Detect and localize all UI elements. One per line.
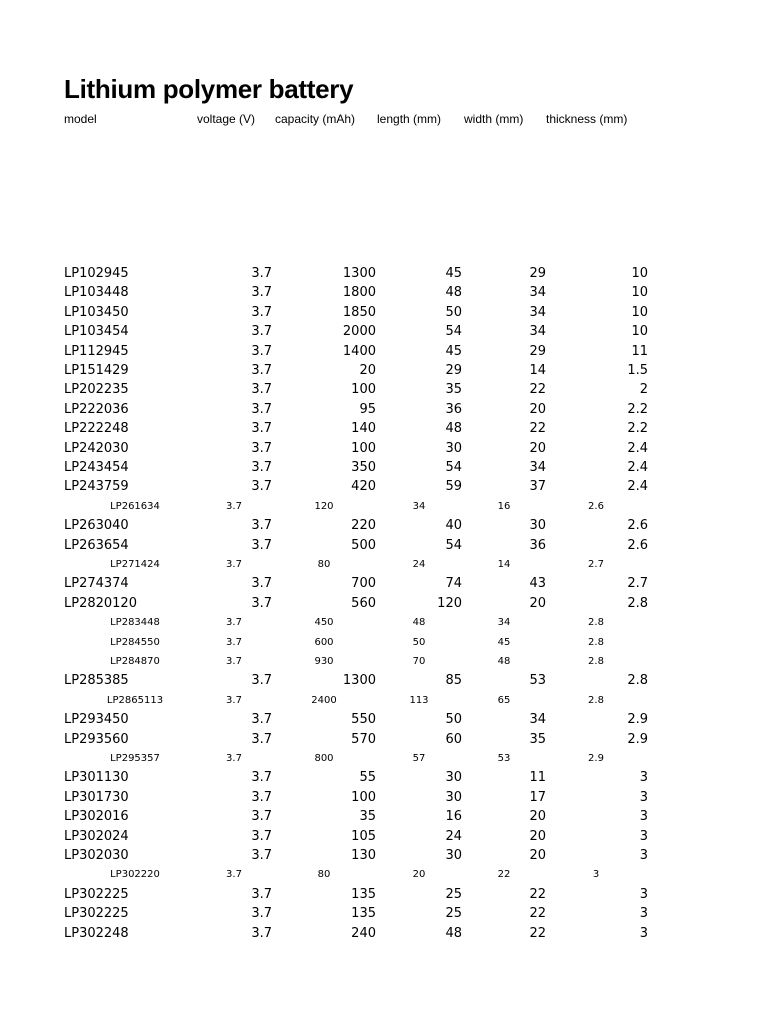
cell-width: 53 (497, 753, 511, 764)
cell-model: LP151429 (64, 363, 129, 378)
cell-model: LP263654 (64, 537, 129, 553)
cell-voltage: 3.7 (226, 753, 242, 764)
cell-capacity: 80 (317, 559, 331, 570)
cell-model: LP103454 (64, 324, 129, 340)
table-row (0, 536, 768, 555)
cell-length: 48 (412, 617, 426, 629)
cell-model: LP2820120 (64, 595, 137, 611)
cell-voltage: 3.7 (226, 500, 242, 512)
cell-voltage: 3.7 (251, 285, 272, 301)
cell-model: LP302225 (64, 886, 129, 902)
cell-capacity: 240 (351, 925, 376, 941)
cell-model: LP301130 (64, 770, 129, 786)
cell-length: 74 (445, 576, 462, 592)
cell-capacity: 80 (317, 869, 331, 881)
cell-capacity: 420 (351, 479, 376, 495)
cell-capacity: 1850 (342, 304, 376, 320)
cell-thickness: 1.5 (627, 363, 648, 378)
cell-capacity: 450 (314, 617, 334, 629)
cell-width: 14 (529, 363, 546, 378)
cell-voltage: 3.7 (251, 809, 272, 825)
cell-model: LP242030 (64, 440, 129, 456)
table-header (0, 112, 768, 128)
cell-length: 24 (445, 828, 462, 844)
header-model: model (64, 112, 97, 126)
cell-thickness: 2.8 (588, 617, 604, 629)
cell-model: LP222248 (64, 421, 129, 437)
cell-model: LP261634 (110, 500, 160, 512)
cell-width: 43 (529, 576, 546, 592)
cell-length: 54 (445, 324, 462, 340)
cell-length: 70 (412, 656, 426, 667)
header-width: width (mm) (464, 112, 524, 126)
cell-voltage: 3.7 (251, 537, 272, 553)
cell-length: 50 (445, 304, 462, 320)
cell-thickness: 2.7 (588, 559, 604, 570)
cell-capacity: 700 (351, 576, 376, 592)
cell-model: LP271424 (110, 559, 160, 570)
cell-width: 20 (529, 828, 546, 844)
cell-model: LP302220 (110, 869, 160, 881)
table-row (0, 555, 768, 574)
cell-capacity: 20 (359, 363, 376, 378)
cell-voltage: 3.7 (251, 925, 272, 941)
table-row (0, 419, 768, 438)
cell-capacity: 600 (314, 636, 334, 648)
cell-length: 45 (445, 343, 462, 359)
table-row (0, 361, 768, 380)
cell-capacity: 2000 (342, 324, 376, 340)
cell-length: 36 (445, 401, 462, 417)
cell-thickness: 10 (631, 324, 648, 340)
cell-capacity: 800 (314, 753, 334, 764)
cell-voltage: 3.7 (251, 440, 272, 456)
cell-length: 48 (445, 421, 462, 437)
cell-thickness: 3 (639, 886, 648, 902)
cell-voltage: 3.7 (251, 421, 272, 437)
cell-thickness: 2.8 (588, 636, 604, 648)
cell-voltage: 3.7 (251, 266, 272, 281)
cell-thickness: 2.8 (627, 673, 648, 689)
cell-thickness: 2.9 (588, 753, 604, 764)
cell-width: 20 (529, 440, 546, 456)
cell-length: 45 (445, 266, 462, 281)
table-row (0, 768, 768, 787)
table-row (0, 264, 768, 283)
cell-model: LP302024 (64, 828, 129, 844)
table-row (0, 865, 768, 884)
cell-thickness: 2.4 (627, 479, 648, 495)
table-row (0, 652, 768, 671)
cell-voltage: 3.7 (226, 559, 242, 570)
cell-capacity: 35 (359, 809, 376, 825)
cell-length: 24 (412, 559, 426, 570)
table-row (0, 458, 768, 477)
cell-model: LP293560 (64, 731, 129, 747)
table-row (0, 497, 768, 516)
cell-voltage: 3.7 (251, 770, 272, 786)
cell-thickness: 2.6 (627, 537, 648, 553)
cell-model: LP2865113 (106, 694, 164, 706)
header-length: length (mm) (377, 112, 442, 126)
cell-length: 30 (445, 440, 462, 456)
cell-width: 35 (529, 731, 546, 747)
cell-length: 120 (437, 595, 462, 611)
cell-model: LP285385 (64, 673, 129, 689)
cell-thickness: 3 (639, 828, 648, 844)
cell-voltage: 3.7 (251, 673, 272, 689)
cell-model: LP202235 (64, 382, 129, 398)
cell-length: 20 (412, 869, 426, 881)
cell-thickness: 2.9 (627, 731, 648, 747)
cell-capacity: 2400 (311, 694, 337, 706)
cell-capacity: 570 (351, 731, 376, 747)
cell-model: LP284870 (110, 656, 160, 667)
cell-capacity: 1300 (342, 673, 376, 689)
table-row (0, 924, 768, 943)
cell-thickness: 10 (631, 304, 648, 320)
cell-width: 22 (529, 886, 546, 902)
cell-voltage: 3.7 (251, 343, 272, 359)
cell-model: LP302030 (64, 848, 129, 863)
cell-width: 22 (529, 421, 546, 437)
cell-width: 29 (529, 266, 546, 281)
cell-thickness: 2.9 (627, 712, 648, 728)
cell-thickness: 3 (639, 789, 648, 805)
cell-width: 34 (529, 460, 546, 475)
cell-model: LP243759 (64, 479, 129, 495)
cell-length: 48 (445, 285, 462, 301)
cell-width: 45 (497, 636, 511, 648)
cell-length: 54 (445, 537, 462, 553)
table-row (0, 439, 768, 458)
table-row (0, 400, 768, 419)
cell-length: 40 (445, 518, 462, 534)
cell-width: 20 (529, 401, 546, 417)
cell-capacity: 350 (351, 460, 376, 475)
cell-width: 34 (529, 304, 546, 320)
cell-voltage: 3.7 (251, 324, 272, 340)
cell-width: 36 (529, 537, 546, 553)
cell-width: 65 (497, 694, 511, 706)
cell-capacity: 135 (351, 886, 376, 902)
cell-length: 16 (445, 809, 462, 825)
table-row (0, 613, 768, 632)
cell-thickness: 3 (639, 906, 648, 922)
cell-thickness: 3 (639, 809, 648, 825)
cell-model: LP295357 (110, 753, 160, 764)
cell-thickness: 2.8 (627, 595, 648, 611)
cell-thickness: 3 (639, 848, 648, 863)
table-row (0, 904, 768, 923)
cell-thickness: 2.6 (627, 518, 648, 534)
cell-width: 53 (529, 673, 546, 689)
cell-capacity: 220 (351, 518, 376, 534)
cell-width: 22 (529, 906, 546, 922)
cell-capacity: 100 (351, 440, 376, 456)
cell-voltage: 3.7 (251, 848, 272, 863)
cell-voltage: 3.7 (251, 576, 272, 592)
cell-width: 20 (529, 809, 546, 825)
table-row (0, 846, 768, 865)
cell-capacity: 135 (351, 906, 376, 922)
cell-capacity: 550 (351, 712, 376, 728)
cell-thickness: 2.8 (588, 656, 604, 667)
cell-thickness: 10 (631, 285, 648, 301)
header-capacity: capacity (mAh) (275, 112, 356, 126)
cell-voltage: 3.7 (251, 382, 272, 398)
table-row (0, 788, 768, 807)
cell-capacity: 100 (351, 382, 376, 398)
table-row (0, 633, 768, 652)
cell-length: 34 (412, 500, 426, 512)
cell-voltage: 3.7 (251, 595, 272, 611)
cell-capacity: 1400 (342, 343, 376, 359)
cell-voltage: 3.7 (226, 617, 242, 629)
table-row (0, 691, 768, 710)
cell-capacity: 930 (314, 656, 334, 667)
cell-length: 30 (445, 789, 462, 805)
cell-thickness: 2.7 (627, 576, 648, 592)
table-row (0, 477, 768, 496)
cell-thickness: 3 (639, 925, 648, 941)
cell-length: 25 (445, 886, 462, 902)
cell-model: LP112945 (64, 343, 129, 359)
cell-thickness: 2.6 (588, 500, 604, 512)
cell-thickness: 11 (631, 343, 648, 359)
cell-voltage: 3.7 (251, 886, 272, 902)
cell-model: LP302225 (64, 906, 129, 922)
cell-length: 57 (412, 753, 426, 764)
cell-width: 22 (497, 869, 511, 881)
cell-length: 50 (412, 636, 426, 648)
cell-model: LP302016 (64, 809, 129, 825)
cell-length: 54 (445, 460, 462, 475)
cell-thickness: 2.8 (588, 694, 604, 706)
table-row (0, 322, 768, 341)
cell-voltage: 3.7 (251, 460, 272, 475)
cell-width: 16 (497, 500, 511, 512)
cell-capacity: 130 (351, 848, 376, 863)
cell-width: 11 (529, 770, 546, 786)
cell-thickness: 3 (639, 770, 648, 786)
cell-voltage: 3.7 (251, 712, 272, 728)
cell-width: 20 (529, 848, 546, 863)
cell-width: 34 (529, 285, 546, 301)
cell-voltage: 3.7 (251, 363, 272, 378)
cell-width: 22 (529, 382, 546, 398)
cell-capacity: 95 (359, 401, 376, 417)
header-voltage: voltage (V) (197, 112, 256, 126)
cell-length: 48 (445, 925, 462, 941)
cell-voltage: 3.7 (251, 518, 272, 534)
cell-voltage: 3.7 (251, 401, 272, 417)
table-row (0, 885, 768, 904)
table-row (0, 342, 768, 361)
cell-length: 30 (445, 770, 462, 786)
cell-capacity: 1800 (342, 285, 376, 301)
cell-voltage: 3.7 (251, 304, 272, 320)
cell-capacity: 140 (351, 421, 376, 437)
cell-length: 35 (445, 382, 462, 398)
cell-model: LP263040 (64, 518, 129, 534)
cell-capacity: 560 (351, 595, 376, 611)
cell-thickness: 10 (631, 266, 648, 281)
cell-width: 30 (529, 518, 546, 534)
table-row (0, 574, 768, 593)
cell-voltage: 3.7 (251, 828, 272, 844)
cell-length: 30 (445, 848, 462, 863)
cell-width: 20 (529, 595, 546, 611)
cell-capacity: 1300 (342, 266, 376, 281)
cell-model: LP301730 (64, 789, 129, 805)
cell-voltage: 3.7 (251, 789, 272, 805)
cell-length: 85 (445, 673, 462, 689)
cell-width: 34 (529, 712, 546, 728)
table-row (0, 516, 768, 535)
cell-thickness: 2.4 (627, 460, 648, 475)
cell-width: 14 (497, 559, 511, 570)
cell-model: LP222036 (64, 401, 129, 417)
cell-length: 25 (445, 906, 462, 922)
cell-model: LP103450 (64, 304, 129, 320)
cell-model: LP274374 (64, 576, 129, 592)
cell-thickness: 3 (592, 869, 600, 881)
cell-voltage: 3.7 (251, 731, 272, 747)
cell-thickness: 2.4 (627, 440, 648, 456)
cell-capacity: 100 (351, 789, 376, 805)
cell-capacity: 105 (351, 828, 376, 844)
table-row (0, 380, 768, 399)
cell-model: LP302248 (64, 925, 129, 941)
cell-model: LP102945 (64, 266, 129, 281)
table-row (0, 283, 768, 302)
table-row (0, 827, 768, 846)
page-title: Lithium polymer battery (64, 74, 354, 104)
table-row (0, 807, 768, 826)
cell-model: LP243454 (64, 460, 129, 475)
cell-length: 59 (445, 479, 462, 495)
cell-width: 34 (529, 324, 546, 340)
table-row (0, 730, 768, 749)
cell-capacity: 55 (359, 770, 376, 786)
cell-model: LP283448 (110, 617, 160, 629)
cell-voltage: 3.7 (226, 656, 242, 667)
cell-model: LP284550 (110, 636, 160, 648)
cell-thickness: 2.2 (627, 401, 648, 417)
cell-length: 50 (445, 712, 462, 728)
cell-width: 48 (497, 656, 511, 667)
cell-model: LP103448 (64, 285, 129, 301)
cell-length: 60 (445, 731, 462, 747)
cell-width: 29 (529, 343, 546, 359)
table-row (0, 303, 768, 322)
table-row (0, 749, 768, 768)
cell-voltage: 3.7 (226, 869, 242, 881)
cell-width: 22 (529, 925, 546, 941)
cell-width: 37 (529, 479, 546, 495)
cell-length: 113 (409, 694, 429, 706)
cell-voltage: 3.7 (226, 636, 242, 648)
cell-model: LP293450 (64, 712, 129, 728)
table-row (0, 594, 768, 613)
cell-length: 29 (445, 363, 462, 378)
cell-thickness: 2 (639, 382, 648, 398)
cell-thickness: 2.2 (627, 421, 648, 437)
cell-voltage: 3.7 (251, 479, 272, 495)
cell-voltage: 3.7 (251, 906, 272, 922)
cell-width: 34 (497, 617, 511, 629)
cell-width: 17 (529, 789, 546, 805)
table-row (0, 710, 768, 729)
table-row (0, 671, 768, 690)
cell-capacity: 120 (314, 500, 334, 512)
header-thickness: thickness (mm) (546, 112, 628, 126)
cell-capacity: 500 (351, 537, 376, 553)
cell-voltage: 3.7 (226, 694, 242, 706)
